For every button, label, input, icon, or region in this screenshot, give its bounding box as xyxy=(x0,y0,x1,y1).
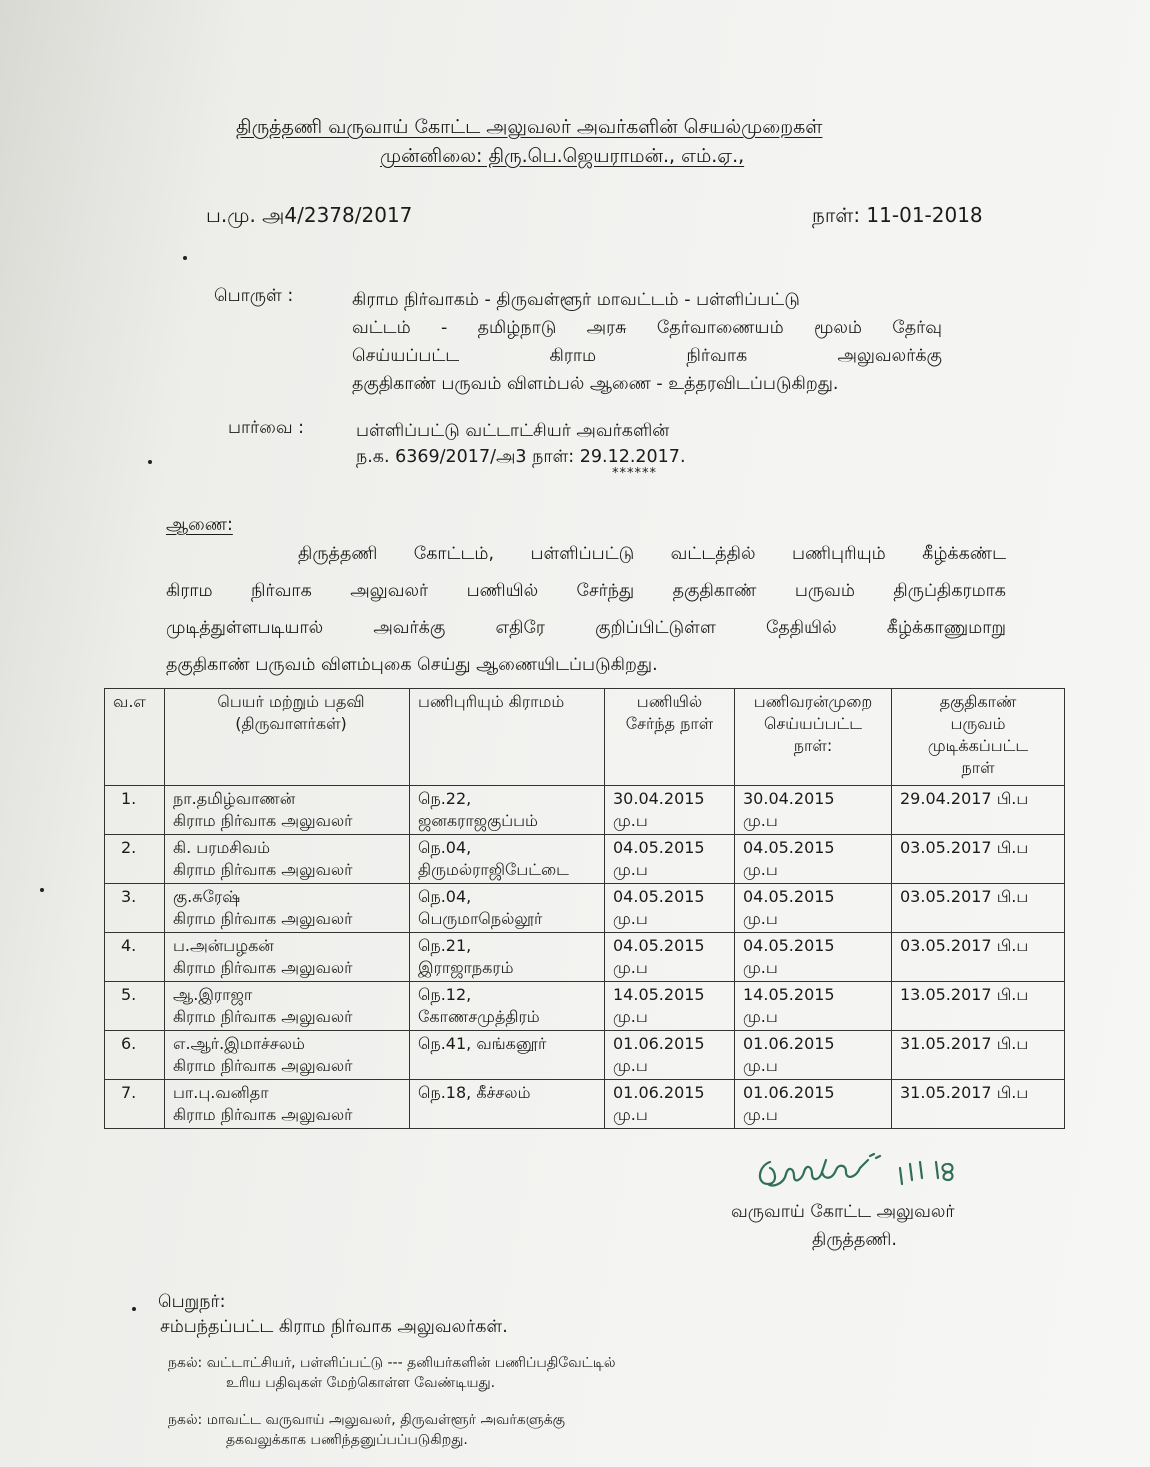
cell-probation-date xyxy=(892,835,1065,884)
cell-regularised-date-reg_sfx: மு.ப xyxy=(743,1105,778,1124)
stray-mark xyxy=(40,888,44,892)
cell-name-post-post: கிராம நிர்வாக அலுவலர் xyxy=(173,1105,353,1124)
cell-join-date-join: 04.05.2015 xyxy=(613,936,705,955)
cell-probation-date-prob: 03.05.2017 பி.ப xyxy=(900,838,1029,857)
cell-serial-no: 7. xyxy=(121,1083,137,1102)
document-title: திருத்தணி வருவாய் கோட்ட அலுவலர் அவர்களின் செயல்முறைகள் xyxy=(236,116,823,138)
cell-join-date-join: 04.05.2015 xyxy=(613,887,705,906)
cell-village xyxy=(410,884,605,933)
cell-regularised-date-reg_sfx: மு.ப xyxy=(743,909,778,928)
cell-join-date-join_sfx: மு.ப xyxy=(613,1105,648,1124)
recipient-line: சம்பந்தப்பட்ட கிராம நிர்வாக அலுவலர்கள். xyxy=(160,1317,508,1337)
reference-text xyxy=(356,418,686,470)
table-header-row xyxy=(105,689,1065,786)
signature-image xyxy=(750,1140,990,1200)
cell-join-date xyxy=(605,933,735,982)
subject-label: பொருள் : xyxy=(214,286,294,306)
document-date: நாள்: 11-01-2018 xyxy=(812,203,983,227)
cell-probation-date xyxy=(892,933,1065,982)
cell-name-post xyxy=(165,884,410,933)
cell-serial xyxy=(105,933,165,982)
cell-village xyxy=(410,786,605,835)
cell-regularised-date-reg: 04.05.2015 xyxy=(743,887,835,906)
cell-join-date-join: 30.04.2015 xyxy=(613,789,705,808)
cell-join-date-join_sfx: மு.ப xyxy=(613,958,648,977)
cell-probation-date xyxy=(892,884,1065,933)
cell-regularised-date-reg_sfx: மு.ப xyxy=(743,860,778,879)
subject-line: செய்யப்பட்ட கிராம நிர்வாக அலுவலர்க்கு xyxy=(352,346,942,366)
cell-join-date xyxy=(605,1080,735,1129)
subject-line: தகுதிகாண் பருவம் விளம்பல் ஆணை - உத்தரவிடப்படுகிறது. xyxy=(352,374,839,394)
cell-join-date-join_sfx: மு.ப xyxy=(613,1056,648,1075)
table-row xyxy=(105,1080,1065,1129)
copy-1-line1: நகல்: வட்டாட்சியர், பள்ளிப்பட்டு --- தனியர்களின் பணிப்பதிவேட்டில் xyxy=(168,1355,616,1371)
cell-regularised-date xyxy=(735,982,892,1031)
stray-mark xyxy=(132,1307,136,1311)
order-label: ஆணை: xyxy=(166,515,233,535)
cell-village-village1: நெ.04, xyxy=(418,887,472,906)
signatory-title: வருவாய் கோட்ட அலுவலர் xyxy=(731,1202,955,1222)
col-header-join-date: பணியில் சேர்ந்த நாள் xyxy=(605,689,735,786)
cell-name-post-name: பா.பு.வனிதா xyxy=(173,1083,269,1102)
cell-village-village1: நெ.21, xyxy=(418,936,472,955)
cell-serial xyxy=(105,1031,165,1080)
cell-village-village2: ஜனகராஜகுப்பம் xyxy=(418,811,538,830)
order-body xyxy=(166,536,1006,684)
cell-name-post xyxy=(165,1080,410,1129)
subject-line: வட்டம் - தமிழ்நாடு அரசு தேர்வாணையம் மூலம் தேர்வு xyxy=(352,318,942,338)
col-header-serial: வ.எ xyxy=(105,689,165,786)
cell-village-village1: நெ.12, xyxy=(418,985,472,1004)
cell-join-date-join: 01.06.2015 xyxy=(613,1083,705,1102)
cell-join-date xyxy=(605,786,735,835)
cell-name-post xyxy=(165,786,410,835)
copy-1-line2: உரிய பதிவுகள் மேற்கொள்ள வேண்டியது. xyxy=(226,1375,496,1391)
cell-serial xyxy=(105,1080,165,1129)
cell-serial-no: 6. xyxy=(121,1034,137,1053)
cell-join-date-join_sfx: மு.ப xyxy=(613,909,648,928)
cell-serial-no: 5. xyxy=(121,985,137,1004)
probation-table xyxy=(104,688,1065,1129)
cell-name-post-name: நா.தமிழ்வாணன் xyxy=(173,789,296,808)
cell-probation-date-prob: 29.04.2017 பி.ப xyxy=(900,789,1029,808)
subject-text xyxy=(352,286,942,398)
cell-regularised-date-reg_sfx: மு.ப xyxy=(743,811,778,830)
cell-name-post-name: எ.ஆர்.இமாச்சலம் xyxy=(173,1034,305,1053)
cell-village xyxy=(410,982,605,1031)
cell-regularised-date-reg: 04.05.2015 xyxy=(743,838,835,857)
stray-mark xyxy=(183,256,187,260)
recipient-label: பெறுநர்: xyxy=(158,1292,226,1312)
cell-join-date-join_sfx: மு.ப xyxy=(613,811,648,830)
cell-regularised-date xyxy=(735,835,892,884)
cell-name-post xyxy=(165,835,410,884)
table-row xyxy=(105,786,1065,835)
cell-name-post xyxy=(165,982,410,1031)
cell-village-village2: திருமல்ராஜிபேட்டை xyxy=(418,860,569,879)
reference-line: பள்ளிப்பட்டு வட்டாட்சியர் அவர்களின் xyxy=(356,421,670,441)
cell-regularised-date-reg: 01.06.2015 xyxy=(743,1034,835,1053)
cell-village xyxy=(410,1031,605,1080)
cell-serial xyxy=(105,884,165,933)
signatory-place: திருத்தணி. xyxy=(812,1230,897,1250)
cell-village-village2: கோணசமுத்திரம் xyxy=(418,1007,540,1026)
cell-probation-date xyxy=(892,786,1065,835)
order-line: முடித்துள்ளபடியால் அவர்க்கு எதிரே குறிப்பிட்டுள்ள தேதியில் கீழ்க்காணுமாறு xyxy=(166,618,1006,638)
cell-regularised-date-reg: 30.04.2015 xyxy=(743,789,835,808)
cell-serial xyxy=(105,982,165,1031)
col-header-probation-date: தகுதிகாண் பருவம் முடிக்கப்பட்ட நாள் xyxy=(892,689,1065,786)
cell-serial-no: 4. xyxy=(121,936,137,955)
cell-probation-date-prob: 13.05.2017 பி.ப xyxy=(900,985,1029,1004)
cell-name-post-name: கு.சுரேஷ் xyxy=(173,887,241,906)
cell-join-date-join: 04.05.2015 xyxy=(613,838,705,857)
cell-regularised-date xyxy=(735,884,892,933)
cell-village-village1: நெ.04, xyxy=(418,838,472,857)
cell-name-post-name: ஆ.இராஜா xyxy=(173,985,253,1004)
cell-village-village1: நெ.41, வங்கனூர் xyxy=(418,1034,547,1053)
cell-join-date-join: 14.05.2015 xyxy=(613,985,705,1004)
cell-probation-date-prob: 03.05.2017 பி.ப xyxy=(900,936,1029,955)
cell-village-village1: நெ.22, xyxy=(418,789,472,808)
cell-village-village2: பெருமாநெல்லூர் xyxy=(418,909,543,928)
cell-name-post-name: கி. பரமசிவம் xyxy=(173,838,271,857)
cell-probation-date xyxy=(892,1080,1065,1129)
cell-village xyxy=(410,1080,605,1129)
cell-join-date xyxy=(605,1031,735,1080)
order-line: திருத்தணி கோட்டம், பள்ளிப்பட்டு வட்டத்தில் பணிபுரியும் கீழ்க்கண்ட xyxy=(298,544,1006,564)
table-row xyxy=(105,884,1065,933)
cell-serial-no: 1. xyxy=(121,789,137,808)
presence-line: முன்னிலை: திரு.பெ.ஜெயராமன்., எம்.ஏ., xyxy=(380,145,745,167)
cell-regularised-date-reg: 04.05.2015 xyxy=(743,936,835,955)
table-row xyxy=(105,835,1065,884)
cell-regularised-date xyxy=(735,933,892,982)
cell-join-date-join_sfx: மு.ப xyxy=(613,860,648,879)
cell-village-village1: நெ.18, கீச்சலம் xyxy=(418,1083,531,1102)
cell-serial-no: 3. xyxy=(121,887,137,906)
cell-regularised-date xyxy=(735,1031,892,1080)
order-line: தகுதிகாண் பருவம் விளம்புகை செய்து ஆணையிடப்படுகிறது. xyxy=(166,655,658,675)
cell-probation-date-prob: 03.05.2017 பி.ப xyxy=(900,887,1029,906)
cell-probation-date-prob: 31.05.2017 பி.ப xyxy=(900,1083,1029,1102)
cell-join-date xyxy=(605,982,735,1031)
cell-regularised-date xyxy=(735,786,892,835)
cell-regularised-date-reg_sfx: மு.ப xyxy=(743,958,778,977)
cell-probation-date xyxy=(892,982,1065,1031)
cell-name-post-post: கிராம நிர்வாக அலுவலர் xyxy=(173,1056,353,1075)
copy-2-line1: நகல்: மாவட்ட வருவாய் அலுவலர், திருவள்ளூர் அவர்களுக்கு xyxy=(168,1412,566,1428)
col-header-regularised-date: பணிவரன்முறை செய்யப்பட்ட நாள்: xyxy=(735,689,892,786)
col-header-name: பெயர் மற்றும் பதவி (திருவாளர்கள்) xyxy=(165,689,410,786)
cell-probation-date xyxy=(892,1031,1065,1080)
separator-stars: ****** xyxy=(612,466,657,481)
table-row xyxy=(105,1031,1065,1080)
cell-regularised-date-reg_sfx: மு.ப xyxy=(743,1007,778,1026)
order-line: கிராம நிர்வாக அலுவலர் பணியில் சேர்ந்து தகுதிகாண் பருவம் திருப்திகரமாக xyxy=(166,581,1006,601)
cell-join-date xyxy=(605,884,735,933)
cell-serial-no: 2. xyxy=(121,838,137,857)
cell-join-date xyxy=(605,835,735,884)
cell-regularised-date xyxy=(735,1080,892,1129)
subject-line: கிராம நிர்வாகம் - திருவள்ளூர் மாவட்டம் - பள்ளிப்பட்டு xyxy=(352,290,800,310)
cell-name-post xyxy=(165,933,410,982)
cell-regularised-date-reg_sfx: மு.ப xyxy=(743,1056,778,1075)
cell-village-village2: இராஜாநகரம் xyxy=(418,958,514,977)
copy-2-line2: தகவலுக்காக பணிந்தனுப்பப்படுகிறது. xyxy=(226,1432,468,1448)
cell-name-post-post: கிராம நிர்வாக அலுவலர் xyxy=(173,811,353,830)
cell-serial xyxy=(105,835,165,884)
cell-join-date-join: 01.06.2015 xyxy=(613,1034,705,1053)
cell-name-post-post: கிராம நிர்வாக அலுவலர் xyxy=(173,909,353,928)
cell-name-post-post: கிராம நிர்வாக அலுவலர் xyxy=(173,958,353,977)
reference-number: ப.மு. அ4/2378/2017 xyxy=(206,203,413,227)
stray-mark xyxy=(148,460,152,464)
reference-label: பார்வை : xyxy=(228,418,305,438)
cell-regularised-date-reg: 01.06.2015 xyxy=(743,1083,835,1102)
cell-join-date-join_sfx: மு.ப xyxy=(613,1007,648,1026)
table-row xyxy=(105,982,1065,1031)
cell-probation-date-prob: 31.05.2017 பி.ப xyxy=(900,1034,1029,1053)
cell-regularised-date-reg: 14.05.2015 xyxy=(743,985,835,1004)
cell-village xyxy=(410,933,605,982)
reference-line: ந.க. 6369/2017/அ3 நாள்: 29.12.2017. xyxy=(356,447,686,467)
cell-name-post-post: கிராம நிர்வாக அலுவலர் xyxy=(173,1007,353,1026)
cell-name-post-name: ப.அன்பழகன் xyxy=(173,936,274,955)
cell-name-post xyxy=(165,1031,410,1080)
col-header-village: பணிபுரியும் கிராமம் xyxy=(410,689,605,786)
cell-village xyxy=(410,835,605,884)
cell-name-post-post: கிராம நிர்வாக அலுவலர் xyxy=(173,860,353,879)
cell-serial xyxy=(105,786,165,835)
table-row xyxy=(105,933,1065,982)
